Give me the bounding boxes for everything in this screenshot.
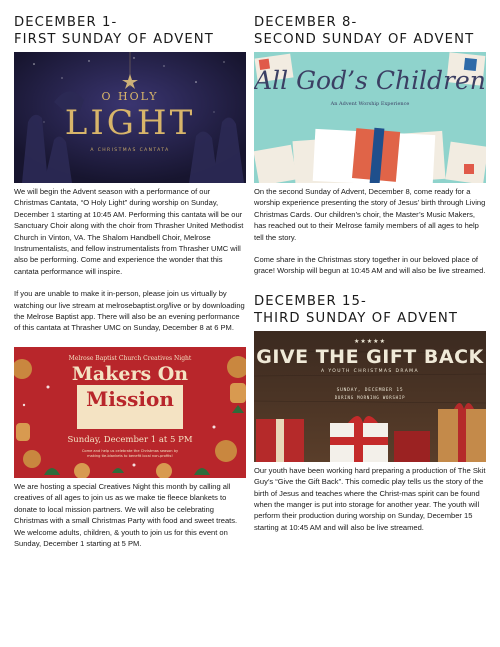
makers-on-mission-banner <box>14 347 246 478</box>
banner-subtitle: A CHRISTMAS CANTATA <box>90 148 170 153</box>
banner-subtitle: An Advent Worship Experience <box>330 101 410 107</box>
heading-line1: DECEMBER 15- <box>254 293 367 309</box>
paragraph: We are hosting a special Creatives Night this month by calling all creatives of all ages to join us as we make tie fleece blankets to donate to local mission partners. We will also be celebrating Christmas with a small Christmas Party with food and sweet treats. We welcome adults, children, & youth to join us for this event on Sunday, December 1 starting at 5 PM. <box>14 481 238 548</box>
rating-stars-icon: ★★★★★ <box>354 337 386 345</box>
banner-title-small: O HOLY <box>101 90 159 103</box>
heading-line1: DECEMBER 1- <box>14 15 118 30</box>
banner-top-line: Melrose Baptist Church Creatives Night <box>68 354 192 362</box>
paragraph: Our youth have been working hard preparing a production of The Skit Guy’s “Give the Gift Back”. This comedic play tells us the story of the birth of Jesus and teaches where the Christ-mas spirit can be found when the manger is put into storage for another year. The youth will perform their production during worship on Sunday, December 15 starting at 10:45 AM and will also be live streamed. <box>254 465 486 532</box>
banner-small-text: making tie-blankets to benefit local non-profits! <box>87 453 173 458</box>
banner-small-text: Come and help us celebrate the Christmas season by <box>81 448 179 453</box>
left-column <box>14 14 246 549</box>
banner-date-line2: DURING MORNING WORSHIP <box>334 394 406 400</box>
paragraph: We will begin the Advent season with a performance of our Christmas Cantata, “O Holy Light” during worship on Sunday, December 1 starting at 10:45 AM. Performing this cantata will be our Sanctuary Choir along with the choir from Thrasher United Methodist Church in Vinton, VA. The Shalom Handbell Choir, Melrose Instrumentalists, and fellow instrumentalists from Thrasher UMC will also be performing. Come and experience the wonder that this cantata performance will inspire. <box>14 187 244 276</box>
banner-title: GIVE THE GIFT BACK <box>256 345 484 368</box>
paragraph: On the second Sunday of Advent, December 8, come ready for a worship experience presenting the story of Jesus’ birth through Living Christmas Cards. Our children’s choir, the Master’s Music Makers, has reached out to their Melrose family members of all ages to help tell the story. <box>254 187 486 242</box>
section-heading-dec15 <box>254 293 486 327</box>
all-gods-children-banner <box>254 52 486 183</box>
banner-title-large: LIGHT <box>64 103 196 143</box>
section-heading-dec8 <box>254 14 486 48</box>
heading-line2: SECOND SUNDAY OF ADVENT <box>254 32 475 47</box>
heading-line2: FIRST SUNDAY OF ADVENT <box>14 32 214 47</box>
heading-line1: DECEMBER 8- <box>254 15 358 30</box>
section-heading-dec1 <box>14 14 246 48</box>
banner-date: Sunday, December 1 at 5 PM <box>67 434 193 445</box>
banner-date-line1: SUNDAY, DECEMBER 15 <box>336 387 404 393</box>
holy-light-banner <box>14 52 246 183</box>
paragraph: If you are unable to make it in-person, please join us virtually by watching our live stream at melrosebaptist.org/live or by downloading the Melrose Baptist app. There will also be an evening performance of this cantata at Thrasher UMC on Sunday, December 8 at 6 PM. <box>14 289 245 333</box>
give-the-gift-back-banner <box>254 331 486 462</box>
banner-title-line2: Mission <box>86 386 174 411</box>
banner-title: All God’s Children <box>254 66 486 95</box>
banner-title-line1: Makers On <box>71 362 189 385</box>
banner-subtitle: A YOUTH CHRISTMAS DRAMA <box>321 368 419 374</box>
heading-line2: THIRD SUNDAY OF ADVENT <box>254 310 459 326</box>
right-column <box>254 14 486 533</box>
paragraph: Come share in the Christmas story together in our beloved place of grace! Worship will begun at 10:45 AM and will also be live streamed. <box>254 255 486 276</box>
